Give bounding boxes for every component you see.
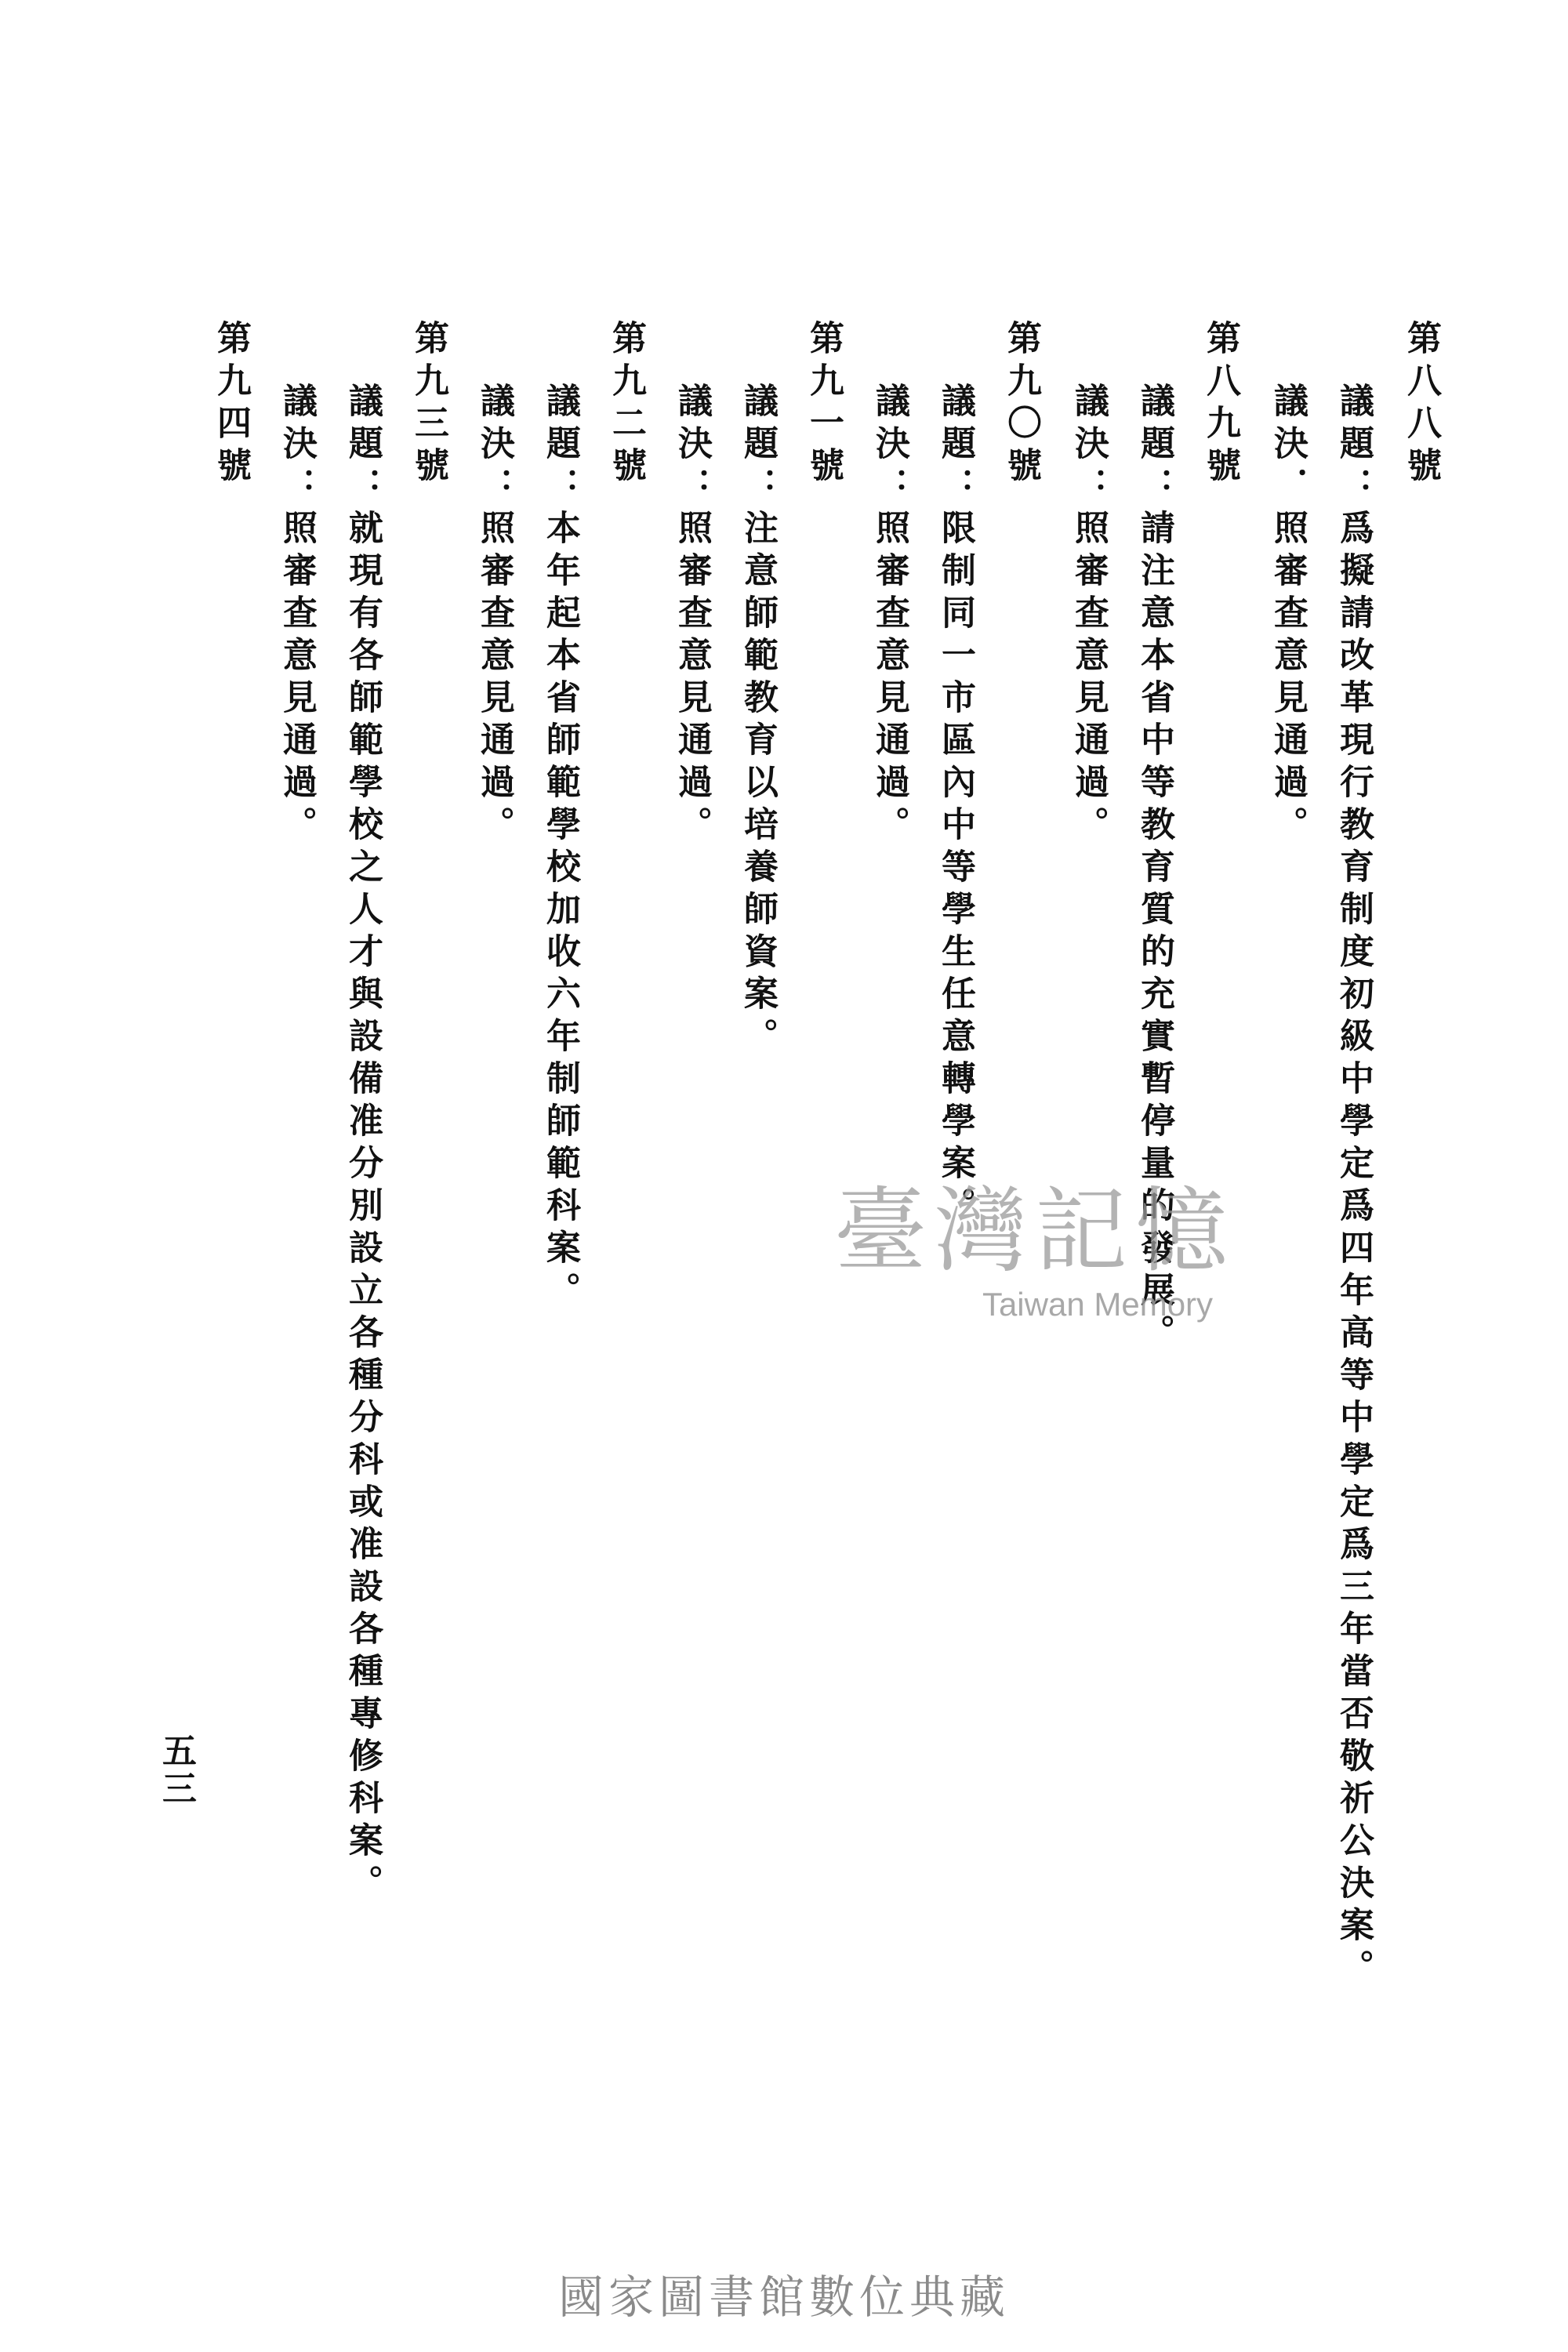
proposal-88 xyxy=(1330,383,1377,1991)
resolution-label: 議決： xyxy=(1069,383,1109,510)
proposal-92 xyxy=(536,383,583,1314)
item-number: 第九四號 xyxy=(211,320,251,489)
resolution-label: 議決． xyxy=(1268,383,1308,510)
heading-no-90 xyxy=(997,320,1044,489)
footer-attribution: 國家圖書館數位典藏 xyxy=(557,2270,1010,2324)
proposal-text: 爲擬請改革現行教育制度初級中學定爲四年高等中學定爲三年當否敬祈公決案。 xyxy=(1334,510,1374,1991)
item-number: 第九一號 xyxy=(804,320,844,489)
proposal-text: 注意師範教育以培養師資案。 xyxy=(738,510,778,1060)
proposal-label: 議題： xyxy=(540,383,580,510)
heading-no-91 xyxy=(800,320,847,489)
resolution-93 xyxy=(273,383,320,848)
resolution-text: 照審查意見通過。 xyxy=(277,510,317,848)
resolution-text: 照審查意見通過。 xyxy=(1268,510,1308,848)
proposal-91 xyxy=(734,383,781,1060)
resolution-label: 議決： xyxy=(869,383,909,510)
heading-no-92 xyxy=(602,320,649,489)
item-number: 第八八號 xyxy=(1401,320,1441,489)
heading-no-94 xyxy=(207,320,254,489)
proposal-label: 議題： xyxy=(343,383,383,510)
resolution-91 xyxy=(668,383,715,848)
proposal-label: 議題： xyxy=(935,383,975,510)
proposal-text: 就現有各師範學校之人才與設備准分別設立各種分科或准設各種專修科案。 xyxy=(343,510,383,1907)
page-number: 五三 xyxy=(156,1733,196,1808)
heading-no-89 xyxy=(1196,320,1243,489)
resolution-88 xyxy=(1264,383,1311,848)
resolution-label: 議決： xyxy=(277,383,317,510)
resolution-90 xyxy=(866,383,913,848)
heading-no-93 xyxy=(405,320,452,489)
watermark-logo xyxy=(784,1176,1286,1364)
resolution-text: 照審查意見通過。 xyxy=(1069,510,1109,848)
proposal-label: 議題： xyxy=(1134,383,1174,510)
resolution-label: 議決： xyxy=(672,383,712,510)
resolution-89 xyxy=(1065,383,1112,848)
proposal-label: 議題： xyxy=(1334,383,1374,510)
watermark-english: Taiwan Memory xyxy=(982,1286,1214,1323)
proposal-text: 請注意本省中等教育質的充實暫停量的發展。 xyxy=(1134,510,1174,1356)
resolution-label: 議決： xyxy=(474,383,514,510)
resolution-92 xyxy=(470,383,517,848)
proposal-93 xyxy=(339,383,386,1907)
heading-no-88 xyxy=(1397,320,1444,489)
proposal-text: 本年起本省師範學校加收六年制師範科案。 xyxy=(540,510,580,1314)
item-number: 第八九號 xyxy=(1200,320,1240,489)
resolution-text: 照審查意見通過。 xyxy=(672,510,712,848)
item-number: 第九〇號 xyxy=(1001,320,1041,489)
watermark-chinese: 臺灣記憶 xyxy=(833,1177,1236,1285)
proposal-label: 議題： xyxy=(738,383,778,510)
proposal-90 xyxy=(931,383,978,1229)
resolution-text: 照審查意見通過。 xyxy=(474,510,514,848)
resolution-text: 照審查意見通過。 xyxy=(869,510,909,848)
proposal-text: 限制同一市區內中等學生任意轉學案。 xyxy=(935,510,975,1229)
item-number: 第九三號 xyxy=(408,320,448,489)
item-number: 第九二號 xyxy=(606,320,646,489)
